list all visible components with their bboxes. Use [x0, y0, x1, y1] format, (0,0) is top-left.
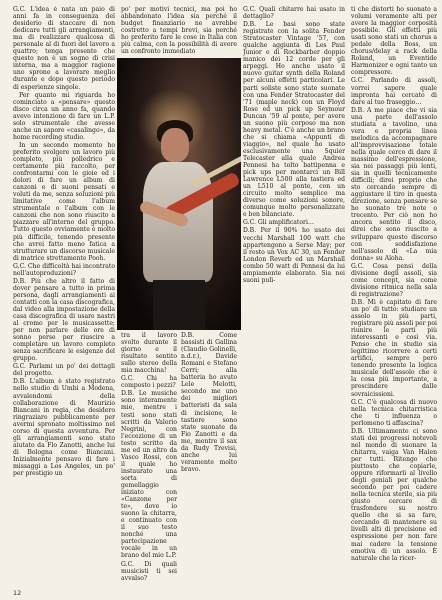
page-number: 12 — [13, 589, 22, 597]
answer: D.B. A me piace che vi sia una parte dell'assolo studiata a tavolino, una vera e propria linea melodica da accompagnare all'improvvisazione totale nella quale cerco di dare il massimo dell'espressione, sia nei passaggi più lenti, sia in quelli tecnicamente difficili; direi proprio che sto cercando sempre di aggiustare il tiro in questa direzione, senza pensare se ho suonato tre note o trecento. Per ciò non ho ancora sentito il disco, direi che sono riuscito a sviluppare questo discorso con soddisfazione nell'assolo di «La mia donna» su Aloha. — [351, 106, 437, 262]
answer: D.B. Come bassisti di Gallina (Claudio Golinelli, n.d.r.), Davide Romani e Stefano Cerri; alla batteria ho avuto Lele Melotti, secondo me uno dei migliori batteristi da sala di incisione, le tastiere sono state suonate da Fio Zanotti e da me, mentre il sax da Rudy Trevisi, anche lui veramente molto bravo. — [181, 332, 237, 473]
question: G.C. Gli amplificatori… — [243, 219, 315, 227]
paragraph: po' per motivi tecnici, ma poi ho abbandonato l'idea sia perché il budget finanziario ne avrebbe costretto a tempi brevi, sia perché ho preferito fare le cose in Italia con più calma, con la possibilità di avere un confronto immediato — [121, 6, 237, 56]
question: G.C. Quali chitarre hai usato in dettaglio? — [243, 6, 345, 21]
answer: D.B. Per il 90% ho usato dei vecchi Marshall 100 watt che appartengono a Serse May; per il resto un Vox AC 30, un Fender London Reverb ed un Marshall combo 50 watt di Pennesi da lui ampiamente elaborato. Sia nei suoni puli- — [243, 227, 345, 284]
article-column-1 — [13, 6, 115, 586]
question: G.C. Cosa pensi della divisione degli assoli, sia come concept, sia come divisione ritmica nella sala di registrazione? — [351, 262, 437, 298]
question: G.C. Chi ha composto i pezzi? — [121, 375, 177, 390]
question: G.C. Parlami un po' dei dettagli del progetto. — [13, 363, 115, 378]
photo-guitarist-on-stage — [117, 58, 241, 330]
guitarist-head — [161, 128, 189, 162]
paragraph: G.C. L'idea è nata un paio di anni fa in conseguenza del desiderio di staccare di non dedicare tutti gli arrangiamenti, ma di realizzare qualcosa di personale al di fuori del lavoro a quattro; tenga presente che questo non è un sogno di crisi interna, ma a maggior ragione uno sprone a lavorare meglio durante e dopo questo periodo di esperienze singole. — [13, 6, 115, 91]
question: G.C. C'è qualcosa di nuovo nella tecnica chitarristica che ti influenza o perlomeno ti affascina? — [351, 398, 437, 427]
paragraph: In un secondo momento ho preferito svolgere un lavoro più completo, più polledrico e certamente più raccolto, per confrontarmi con le gioie ed i dolori di fare un album di canzoni e di suoni pensati e voluti da me, senza soluzioni più limitative come l'album strumentale o l'album con le canzoni che non sono riuscito a piazzare all'interno del gruppo. Tutto questo ovviamente è molto più difficile, tenendo presente che avrei fatto meno fatica a strutturare un discorso musicale di matrice strettamente Pooh. — [13, 141, 115, 262]
article-column-2a — [121, 332, 177, 586]
answer: D.B. Più che altro il fatto di dover pensare a tutto in prima persona, dagli arrangiamenti ai contatti con la casa discografica, dal video alla impostazione della casa discografica di usare nastri al cromo per le musicassette; per non parlare delle ore di sonno perse per riuscire a completare un lavoro completo senza sacrificare le esigenze del gruppo. — [13, 277, 115, 363]
guitarist-legs — [153, 280, 205, 330]
question: G.C. Parlando di assoli, vorrei sapere quale impronta hai cercato di dare al tuo fraseggio… — [351, 77, 437, 106]
question: G.C. Che difficoltà hai incontrato nell'autoproduzioni? — [13, 262, 115, 277]
answer: D.B. Le basi sono state registrate con la solita Fender Stratocaster Vintage '57, con qualche aggiunta di Les Paul Junior e di Rockbarber doppio manico dei 12 corde per gli arpeggi. Ho anche usato il nuovo guitar synth della Roland per alcuni effetti particolari. Le parti soliste sono state suonate con una Fender Stratocaster del '71 (maple neck) con un Floyd Rose ed un pick up Seymour Duncan '59 al ponte, per avere un suono più corposo ma non heavy metal. C'è anche un brano che si chiama «Appunti di viaggio», nel quale ho usato esclusivamente una Squier Telecaster alla quale Andrea Pennesi ha tolto battipenna e pick ups per montarci un Bill Lawrence L500 alla tastiera ed un L510 al ponte, con un circuito molto semplice ma diverso come soluzioni sonore, comunque molto personalizzate e ben bilanciate. — [243, 21, 345, 219]
article-column-2-top — [121, 6, 237, 63]
question: G.C. Di quali musicisti ti sei avvalso? — [121, 560, 177, 582]
answer: D.B. Ultimamente ci sono stati dei progressi notevoli nel mondo di suonare la chitarra, vaiga Van Halen per tutti. Ritengo che piuttosto che copiarle, oppure riformarli al livello degli geniali per qualche secondo per poi cadere nella tecnica sterile, sia più giusto cercare di trasfondere su nostro quello che si sa fare, cercando di mantenere su livelli alti di precisione ed espressione per non fare mai cadere la tensione emotiva di un assolo. È naturale che la ricer- — [351, 427, 437, 562]
article-column-4 — [351, 6, 437, 586]
paragraph: tra il lavoro svolto durante il giorno e il risultato sentito sullo stereo della mia macchina! — [121, 332, 177, 375]
answer: D.B. Le musiche sono interamente mie, mentre i testi sono stati scritti da Valerio Negrini, con l'eccezione di un testo scritto da me ed un altro da Vasco Rossi, con il quale ho instaurato una sorta di gemellaggio iniziato con «Canzone per te», dove io suono la chitarra, e continuato con il suo testo nonché una partecipazione vocale in un brano del mio L.P. — [121, 390, 177, 560]
answer: D.B. L'album è stato registrato nello studio di Umbi a Modena, avvalendomi della collaborazione di Maurizio Biancani in regia, che desidero ringraziare pubblicamente per avermi spronato moltissimo nel corso di questa avventura. Per gli arrangiamenti sono stato aiutato da Flo Zanotti, anche lui di Bologna come Biancani. Inizialmente pensavo di fare i missaggi a Los Angeles, un po' per prestigio un — [13, 378, 115, 478]
article-column-3 — [243, 6, 345, 586]
answer: D.B. Mi è capitato di fare un po' di tutto: studiare un assolo in più parti, registrare più assoli per poi riunire le parti più interessanti e così via. Penso che in studio sia legittimo ricorrere a certi artifici, sempre però tenendo presente la logica musicale dell'assolo che è la cosa più importante, a prescindere dalle sovraicissioni. — [351, 298, 437, 398]
article-column-2b — [181, 332, 237, 586]
paragraph: Per quanto mi riguarda ho cominciato a «pensare» questo disco circa un anno fa, quando avevo intenzione di fare un L.P. solo strumentale che avesse anche un sapore «casalingo», da home recording studio. — [13, 91, 115, 141]
paragraph: ti che distorti ho suonato a volumi veramente alti per avere la maggior corposità possibile. Gli effetti più usati sono stati un chorus a pedale della Boss, un chorus/delay a rack della Roland, un Eventide Harmonizer e ogni tanto un compressore. — [351, 6, 437, 77]
